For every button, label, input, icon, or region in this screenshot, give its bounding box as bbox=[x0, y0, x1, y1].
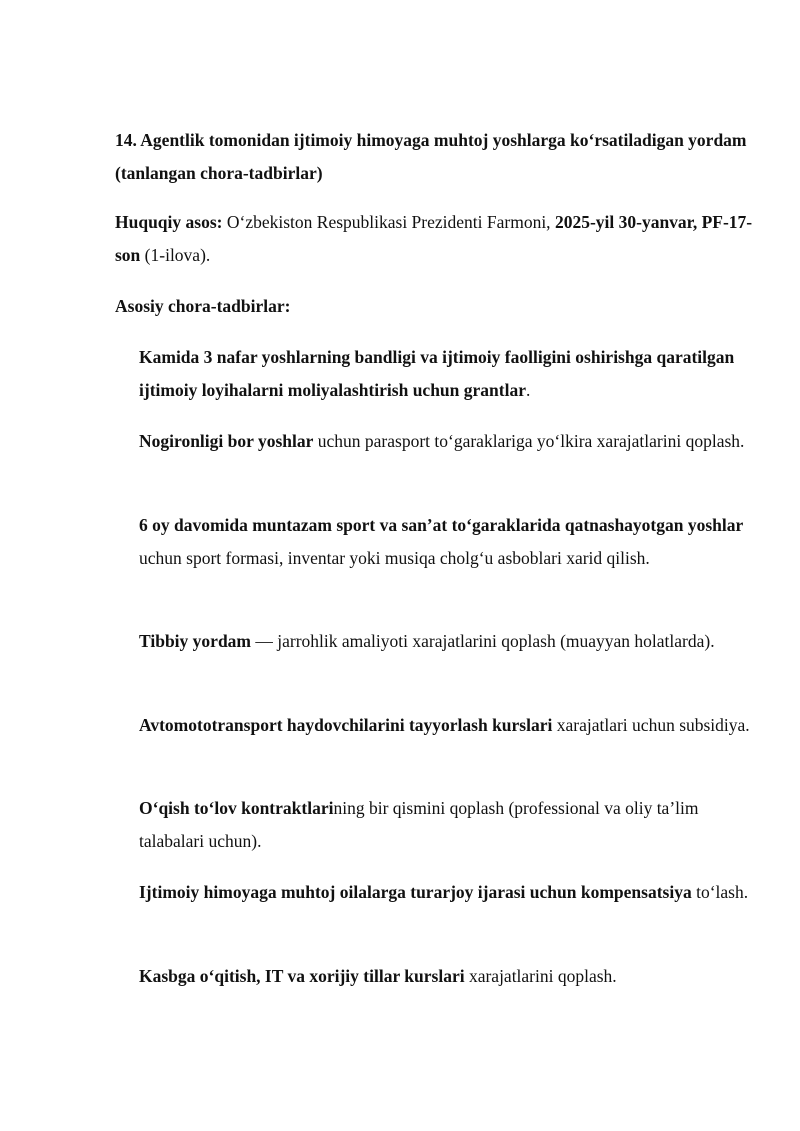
measure-item-text: xarajatlari uchun subsidiya. bbox=[552, 715, 750, 735]
measure-item-bold: Tibbiy yordam bbox=[139, 631, 251, 651]
measure-item bbox=[139, 709, 759, 742]
measure-item bbox=[139, 876, 759, 909]
measure-item-bold: 6 oy davomida muntazam sport va san’at toʻgaraklarida qatnashayotgan yoshlar bbox=[139, 515, 744, 535]
measure-item-text: uchun sport formasi, inventar yoki musiqa cholgʻu asboblari xarid qilish. bbox=[139, 548, 650, 568]
measure-item-text: toʻlash. bbox=[691, 882, 749, 902]
measure-item bbox=[139, 509, 759, 575]
measure-item-text: . bbox=[525, 380, 531, 400]
measure-item bbox=[139, 625, 759, 658]
measure-item bbox=[139, 960, 759, 993]
measure-item-bold: Ijtimoiy himoyaga muhtoj oilalarga turarjoy ijarasi uchun kompensatsiya bbox=[139, 882, 692, 902]
measure-item bbox=[139, 792, 759, 858]
section-heading: 14. Agentlik tomonidan ijtimoiy himoyaga muhtoj yoshlarga koʻrsatiladigan yordam (tanlangan chora-tadbirlar) bbox=[115, 130, 747, 183]
measure-item-bold: Nogironligi bor yoshlar bbox=[139, 431, 314, 451]
measure-item-text: ning bir qismini qoplash (professional va oliy ta’lim talabalari uchun). bbox=[139, 798, 699, 851]
legal-basis-text: Oʻzbekiston Respublikasi Prezidenti Farmoni, bbox=[222, 212, 555, 232]
measures-title: Asosiy chora-tadbirlar: bbox=[115, 296, 291, 316]
measure-item bbox=[139, 341, 759, 407]
measure-item-bold: Kasbga oʻqitish, IT va xorijiy tillar kurslari bbox=[139, 966, 465, 986]
legal-basis-paragraph bbox=[115, 206, 765, 272]
measure-item-bold: Avtomototransport haydovchilarini tayyorlash kurslari bbox=[139, 715, 553, 735]
measure-item-bold: Kamida 3 nafar yoshlarning bandligi va ijtimoiy faolligini oshirishga qaratilgan ijtimoiy loyihalarni moliyalashtirish uchun grantlar bbox=[139, 347, 735, 400]
measure-item-bold: Oʻqish toʻlov kontraktlari bbox=[139, 798, 334, 818]
measure-item-text: uchun parasport toʻgaraklariga yoʻlkira xarajatlarini qoplash. bbox=[313, 431, 745, 451]
legal-basis-decree: 2025-yil 30-yanvar, PF-17-son bbox=[115, 212, 753, 265]
measure-item bbox=[139, 425, 759, 458]
measure-item-text: — jarrohlik amaliyoti xarajatlarini qoplash (muayyan holatlarda). bbox=[251, 631, 715, 651]
legal-basis-annex: (1-ilova). bbox=[140, 245, 211, 265]
measure-item-text: xarajatlarini qoplash. bbox=[464, 966, 617, 986]
legal-basis-label: Huquqiy asos: bbox=[115, 212, 223, 232]
